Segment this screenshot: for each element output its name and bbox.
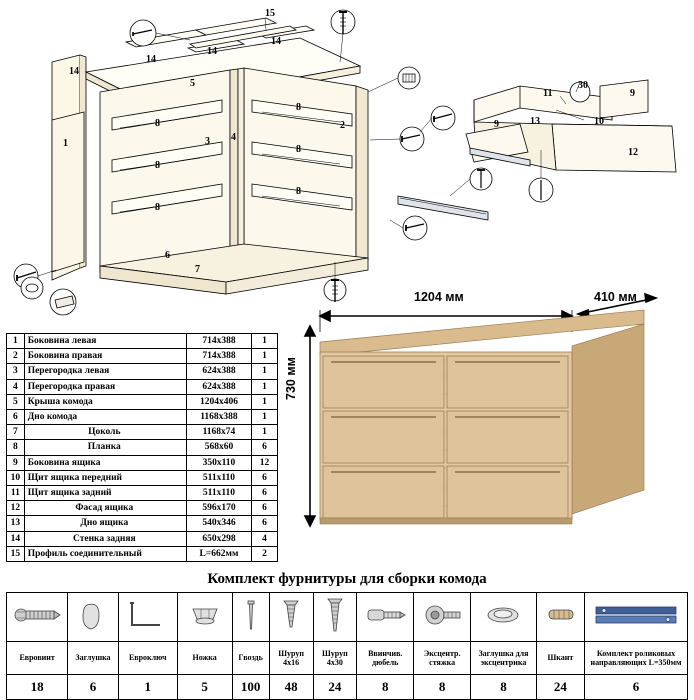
table-row xyxy=(7,531,278,546)
part-quantity: 6 xyxy=(252,516,278,531)
svg-text:3: 3 xyxy=(205,136,210,147)
part-quantity: 1 xyxy=(252,410,278,425)
part-number: 13 xyxy=(7,516,25,531)
part-quantity: 12 xyxy=(252,455,278,470)
svg-text:6: 6 xyxy=(165,250,170,261)
part-quantity: 4 xyxy=(252,531,278,546)
part-quantity: 1 xyxy=(252,425,278,440)
part-name: Щит ящика передний xyxy=(24,470,186,485)
part-name: Щит ящика задний xyxy=(24,486,186,501)
part-dimension: 596х170 xyxy=(186,501,251,516)
table-row xyxy=(7,379,278,394)
part-number: 15 xyxy=(7,546,25,561)
hardware-name: Ввинчив. дюбель xyxy=(357,642,414,675)
hardware-icon-row xyxy=(7,593,688,642)
part-quantity: 6 xyxy=(252,501,278,516)
part-name: Цоколь xyxy=(24,425,186,440)
part-name: Стенка задняя xyxy=(24,531,186,546)
part-quantity: 1 xyxy=(252,379,278,394)
svg-text:15: 15 xyxy=(265,8,275,19)
dimension-arrows xyxy=(286,290,690,560)
part-dimension: 650х298 xyxy=(186,531,251,546)
part-number: 9 xyxy=(7,455,25,470)
part-number: 3 xyxy=(7,364,25,379)
euro-key-icon xyxy=(118,593,177,642)
hardware-name: Шуруп 4х30 xyxy=(313,642,357,675)
part-number: 1 xyxy=(7,334,25,349)
screw-4x30-icon xyxy=(313,593,357,642)
part-dimension: 511х110 xyxy=(186,486,251,501)
hardware-count: 18 xyxy=(7,675,68,700)
hardware-count-row xyxy=(7,675,688,700)
part-number: 12 xyxy=(7,501,25,516)
cam-cap-icon xyxy=(471,593,537,642)
part-name: Дно ящика xyxy=(24,516,186,531)
part-dimension: 1204х406 xyxy=(186,394,251,409)
diagram-svg xyxy=(0,0,694,320)
euro-screw-icon xyxy=(7,593,68,642)
part-number: 2 xyxy=(7,349,25,364)
table-row xyxy=(7,470,278,485)
product-dimension-figure xyxy=(286,290,690,560)
table-row xyxy=(7,425,278,440)
svg-text:4: 4 xyxy=(231,132,236,143)
height-dimension-label: 730 мм xyxy=(284,357,298,400)
hardware-count: 24 xyxy=(313,675,357,700)
table-row xyxy=(7,455,278,470)
hardware-kit-table xyxy=(6,592,688,700)
part-name: Дно комода xyxy=(24,410,186,425)
svg-text:2: 2 xyxy=(340,120,345,131)
part-quantity: 1 xyxy=(252,364,278,379)
svg-text:14: 14 xyxy=(207,46,217,57)
depth-dimension-label: 410 мм xyxy=(594,290,637,304)
screw-4x16-icon xyxy=(269,593,313,642)
cap-icon xyxy=(68,593,118,642)
hardware-kit-title: Комплект фурнитуры для сборки комода xyxy=(207,571,487,587)
svg-text:14: 14 xyxy=(271,36,281,47)
part-number: 8 xyxy=(7,440,25,455)
part-dimension: 1168х388 xyxy=(186,410,251,425)
part-number: 7 xyxy=(7,425,25,440)
svg-text:13: 13 xyxy=(530,116,540,127)
svg-text:8: 8 xyxy=(296,186,301,197)
cam-lock-icon xyxy=(414,593,471,642)
svg-text:8: 8 xyxy=(155,160,160,171)
part-dimension: 1168х74 xyxy=(186,425,251,440)
hardware-name: Заглушка xyxy=(68,642,118,675)
part-name: Профиль соединительный xyxy=(24,546,186,561)
part-quantity: 1 xyxy=(252,349,278,364)
svg-text:8: 8 xyxy=(155,118,160,129)
svg-text:9: 9 xyxy=(630,88,635,99)
hardware-name: Эксцентр. стяжка xyxy=(414,642,471,675)
part-dimension: 714х388 xyxy=(186,334,251,349)
part-dimension: L=662мм xyxy=(186,546,251,561)
svg-text:30: 30 xyxy=(578,80,588,91)
part-dimension: 350х110 xyxy=(186,455,251,470)
table-row xyxy=(7,440,278,455)
part-dimension: 714х388 xyxy=(186,349,251,364)
svg-text:10: 10 xyxy=(594,116,604,127)
svg-text:9: 9 xyxy=(494,119,499,130)
part-quantity: 1 xyxy=(252,394,278,409)
part-number: 10 xyxy=(7,470,25,485)
hardware-name: Комплект роликовых направляющих L=350мм xyxy=(584,642,687,675)
svg-text:8: 8 xyxy=(155,202,160,213)
hardware-count: 1 xyxy=(118,675,177,700)
hardware-name: Шуруп 4х16 xyxy=(269,642,313,675)
svg-text:7: 7 xyxy=(195,264,200,275)
table-row xyxy=(7,334,278,349)
part-number: 6 xyxy=(7,410,25,425)
part-number: 4 xyxy=(7,379,25,394)
part-quantity: 6 xyxy=(252,440,278,455)
leg-icon xyxy=(177,593,232,642)
hardware-count: 6 xyxy=(584,675,687,700)
hardware-count: 8 xyxy=(471,675,537,700)
part-name: Боковина левая xyxy=(24,334,186,349)
table-row xyxy=(7,546,278,561)
hardware-count: 24 xyxy=(536,675,584,700)
part-name: Перегородка правая xyxy=(24,379,186,394)
hardware-count: 8 xyxy=(414,675,471,700)
part-number: 14 xyxy=(7,531,25,546)
svg-text:8: 8 xyxy=(296,102,301,113)
part-name: Перегородка левая xyxy=(24,364,186,379)
exploded-assembly-diagram xyxy=(0,0,694,320)
dowel-icon xyxy=(536,593,584,642)
svg-text:8: 8 xyxy=(296,144,301,155)
part-dimension: 624х388 xyxy=(186,364,251,379)
part-quantity: 6 xyxy=(252,486,278,501)
hardware-name-row xyxy=(7,642,688,675)
part-name: Боковина правая xyxy=(24,349,186,364)
hardware-count: 100 xyxy=(232,675,269,700)
part-dimension: 540х346 xyxy=(186,516,251,531)
table-row xyxy=(7,410,278,425)
part-dimension: 624х388 xyxy=(186,379,251,394)
nail-icon xyxy=(232,593,269,642)
part-dimension: 568х60 xyxy=(186,440,251,455)
hardware-count: 48 xyxy=(269,675,313,700)
table-row xyxy=(7,501,278,516)
table-row xyxy=(7,349,278,364)
part-number: 11 xyxy=(7,486,25,501)
hardware-count: 5 xyxy=(177,675,232,700)
hardware-name: Шкант xyxy=(536,642,584,675)
part-name: Планка xyxy=(24,440,186,455)
svg-text:11: 11 xyxy=(543,88,553,99)
part-number: 5 xyxy=(7,394,25,409)
hardware-name: Заглушка для эксцентрика xyxy=(471,642,537,675)
svg-text:14: 14 xyxy=(69,66,79,77)
table-row xyxy=(7,364,278,379)
hardware-count: 6 xyxy=(68,675,118,700)
drawer-slide-icon xyxy=(584,593,687,642)
screwdriver-dowel-icon xyxy=(357,593,414,642)
part-quantity: 2 xyxy=(252,546,278,561)
part-name: Фасад ящика xyxy=(24,501,186,516)
svg-text:1: 1 xyxy=(63,138,68,149)
width-dimension-label: 1204 мм xyxy=(414,290,464,304)
part-quantity: 6 xyxy=(252,470,278,485)
table-row xyxy=(7,516,278,531)
svg-text:5: 5 xyxy=(190,78,195,89)
table-row xyxy=(7,394,278,409)
part-quantity: 1 xyxy=(252,334,278,349)
part-name: Крыша комода xyxy=(24,394,186,409)
svg-text:12: 12 xyxy=(628,147,638,158)
part-dimension: 511х110 xyxy=(186,470,251,485)
svg-text:14: 14 xyxy=(146,54,156,65)
hardware-name: Евроключ xyxy=(118,642,177,675)
parts-list-table xyxy=(6,333,278,562)
parts-list-body xyxy=(7,334,278,562)
hardware-name: Ножка xyxy=(177,642,232,675)
hardware-name: Евровинт xyxy=(7,642,68,675)
part-name: Боковина ящика xyxy=(24,455,186,470)
hardware-name: Гвоздь xyxy=(232,642,269,675)
hardware-count: 8 xyxy=(357,675,414,700)
table-row xyxy=(7,486,278,501)
